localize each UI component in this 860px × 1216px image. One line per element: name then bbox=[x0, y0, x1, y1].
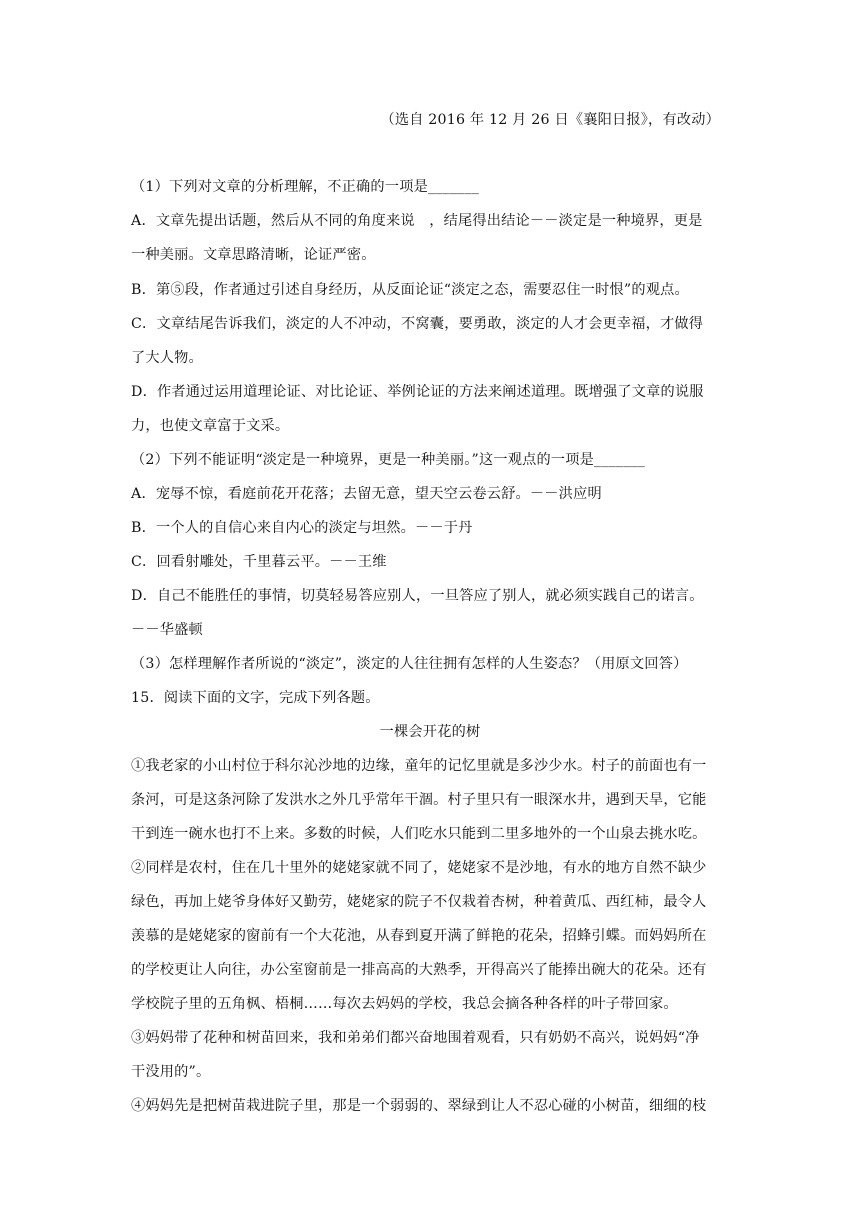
passage-paragraph-line: 羡慕的是姥姥家的窗前有一个大花池，从春到夏开满了鲜艳的花朵，招蜂引蝶。而妈妈所在 bbox=[131, 928, 707, 944]
question-1-stem: （1）下列对文章的分析理解，不正确的一项是_______ bbox=[131, 179, 480, 195]
passage-paragraph-line: ④妈妈先是把树苗栽进院子里，那是一个弱弱的、翠绿到让人不忍心碰的小树苗，细细的枝 bbox=[131, 1098, 707, 1114]
passage-title: 一棵会开花的树 bbox=[379, 724, 481, 740]
passage-paragraph-line: 的学校更让人向往，办公室窗前是一排高高的大熟季，开得高兴了能捧出碗大的花朵。还有 bbox=[131, 962, 707, 978]
passage-paragraph-line: 干到连一碗水也打不上来。多数的时候，人们吃水只能到二里多地外的一个山泉去挑水吃。 bbox=[131, 826, 707, 842]
passage-paragraph-line: ③妈妈带了花种和树苗回来，我和弟弟们都兴奋地围着观看，只有奶奶不高兴，说妈妈“净 bbox=[131, 1030, 700, 1046]
question-1-option-d: D．作者通过运用道理论证、对比论证、举例论证的方法来阐述道理。既增强了文章的说服 bbox=[131, 384, 704, 400]
question-1-option-a-continued: 一种美丽。文章思路清晰，论证严密。 bbox=[131, 247, 376, 263]
passage-paragraph-line: 绿色，再加上姥爷身体好又勤劳，姥姥家的院子不仅栽着杏树，种着黄瓜、西红柿，最令人 bbox=[131, 894, 707, 910]
question-1-option-c-continued: 了大人物。 bbox=[131, 350, 203, 366]
question-15-stem: 15．阅读下面的文字，完成下列各题。 bbox=[131, 690, 380, 706]
source-note: （选自 2016 年 12 月 26 日《襄阳日报》，有改动） bbox=[380, 112, 720, 128]
question-2-option-b: B．一个人的自信心来自内心的淡定与坦然。－－于丹 bbox=[131, 520, 473, 536]
passage-paragraph-line: ②同样是农村，住在几十里外的姥姥家就不同了，姥姥家不是沙地，有水的地方自然不缺少 bbox=[131, 860, 707, 876]
passage-paragraph-line: 学校院子里的五角枫、梧桐……每次去妈妈的学校，我总会摘各种各样的叶子带回家。 bbox=[131, 996, 678, 1012]
question-1-option-b: B．第⑤段，作者通过引述自身经历，从反面论证“淡定之态，需要忍住一时恨”的观点。 bbox=[131, 282, 689, 298]
question-2-option-a: A．宠辱不惊，看庭前花开花落；去留无意，望天空云卷云舒。－－洪应明 bbox=[131, 486, 602, 502]
passage-paragraph-line: 干没用的”。 bbox=[131, 1064, 211, 1080]
question-1-option-a: A．文章先提出话题，然后从不同的角度来说 ，结尾得出结论－－淡定是一种境界，更是 bbox=[131, 213, 703, 229]
question-2-option-d-continued: －－华盛顿 bbox=[131, 622, 203, 638]
question-3-stem: （3）怎样理解作者所说的“淡定”，淡定的人往往拥有怎样的人生姿态？（用原文回答） bbox=[131, 656, 688, 672]
question-2-stem: （2）下列不能证明“淡定是一种境界，更是一种美丽。”这一观点的一项是_______ bbox=[131, 452, 646, 468]
question-1-option-d-continued: 力，也使文章富于文采。 bbox=[131, 418, 290, 434]
question-2-option-d: D．自己不能胜任的事情，切莫轻易答应别人，一旦答应了别人，就必须实践自己的诺言。 bbox=[131, 588, 704, 604]
question-1-option-c: C．文章结尾告诉我们，淡定的人不冲动，不窝囊，要勇敢，淡定的人才会更幸福，才做得 bbox=[131, 316, 704, 332]
question-2-option-c: C．回看射雕处，千里暮云平。－－王维 bbox=[131, 554, 387, 570]
passage-paragraph-line: ①我老家的小山村位于科尔沁沙地的边缘，童年的记忆里就是多沙少水。村子的前面也有一 bbox=[131, 758, 707, 774]
passage-paragraph-line: 条河，可是这条河除了发洪水之外几乎常年干涸。村子里只有一眼深水井，遇到天旱，它能 bbox=[131, 792, 707, 808]
